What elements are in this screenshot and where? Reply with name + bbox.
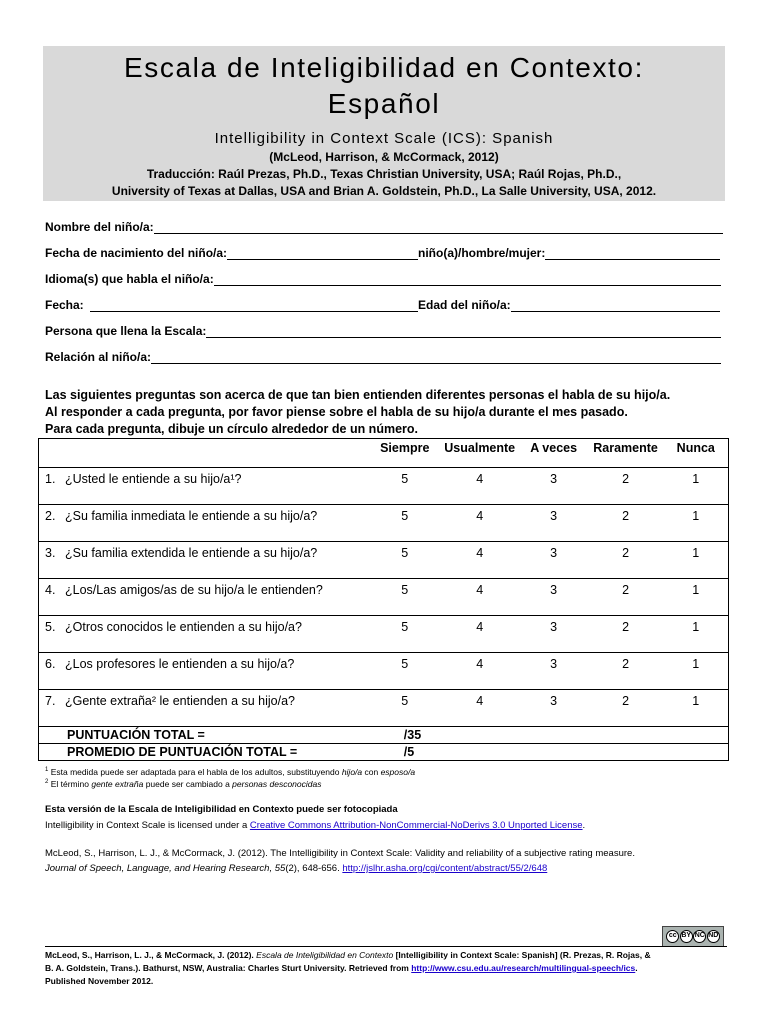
- languages-line[interactable]: [214, 274, 721, 286]
- instructions-line3: Para cada pregunta, dibuje un círculo alrededor de un número.: [45, 422, 418, 436]
- citation-line1-pre: McLeod, S., Harrison, L. J., & McCormack, J. (2012).: [45, 950, 257, 960]
- question-cell: [39, 505, 370, 542]
- rating-option[interactable]: 4: [440, 542, 520, 579]
- question-number: 6.: [45, 657, 56, 671]
- question-number: 1.: [45, 472, 56, 486]
- footnote-2-em2: personas desconocidas: [232, 779, 322, 789]
- table-row: [39, 616, 729, 653]
- filler-field[interactable]: [45, 324, 721, 338]
- rating-option[interactable]: 1: [664, 468, 729, 505]
- child-name-field[interactable]: [45, 220, 723, 234]
- gender-line[interactable]: [545, 248, 720, 260]
- cc-license-badge[interactable]: [662, 926, 724, 947]
- question-cell: [39, 653, 370, 690]
- rating-option[interactable]: 5: [370, 653, 440, 690]
- rating-option[interactable]: 2: [588, 653, 664, 690]
- age-label: Edad del niño/a:: [418, 298, 511, 312]
- rating-option[interactable]: 3: [520, 468, 588, 505]
- rating-option[interactable]: 2: [588, 579, 664, 616]
- age-field[interactable]: [418, 298, 720, 312]
- translation-line2: University of Texas at Dallas, USA and Brian A. Goldstein, Ph.D., La Salle University, USA, 2012.: [111, 184, 657, 198]
- rating-option[interactable]: 4: [440, 690, 520, 727]
- rating-option[interactable]: 1: [664, 579, 729, 616]
- rating-option[interactable]: 5: [370, 505, 440, 542]
- footnote-2-text: El término: [50, 779, 92, 789]
- reference-line1: McLeod, S., Harrison, L. J., & McCormack, J. (2012). The Intelligibility in Context Scale: Validity and reliability of a subjective rating measure.: [45, 848, 635, 859]
- rating-option[interactable]: 5: [370, 616, 440, 653]
- rating-option[interactable]: 5: [370, 542, 440, 579]
- total-score-row-label: PUNTUACIÓN TOTAL =: [39, 727, 370, 744]
- question-number: 5.: [45, 620, 56, 634]
- question-text: ¿Usted le entiende a su hijo/a¹?: [65, 472, 242, 486]
- rating-option[interactable]: 3: [520, 505, 588, 542]
- total-score-row-blank: [440, 727, 729, 744]
- rating-option[interactable]: 4: [440, 579, 520, 616]
- table-row: [39, 542, 729, 579]
- question-number: 7.: [45, 694, 56, 708]
- rating-option[interactable]: 4: [440, 653, 520, 690]
- rating-option[interactable]: 5: [370, 579, 440, 616]
- citation-divider: [45, 946, 727, 947]
- table-header-row: [39, 439, 729, 468]
- footnote-1-em2: esposo/a: [380, 767, 416, 777]
- question-cell: [39, 468, 370, 505]
- citation-line1-em: Escala de Inteligibilidad en Contexto: [256, 950, 394, 960]
- cc-icon: cc: [666, 930, 679, 943]
- rating-table: [38, 438, 729, 761]
- gender-field[interactable]: [418, 246, 720, 260]
- total-score-row: [39, 727, 729, 744]
- question-cell: [39, 542, 370, 579]
- average-score-row-label: PROMEDIO DE PUNTUACIÓN TOTAL =: [39, 744, 370, 761]
- license-link[interactable]: Creative Commons Attribution-NonCommercial-NoDerivs 3.0 Unported License: [249, 820, 583, 831]
- col-header-usualmente: Usualmente: [440, 439, 520, 468]
- footnote-1-mid: con: [362, 767, 381, 777]
- question-cell: [39, 579, 370, 616]
- rating-option[interactable]: 2: [588, 616, 664, 653]
- rating-option[interactable]: 5: [370, 690, 440, 727]
- col-header-a-veces: A veces: [520, 439, 588, 468]
- footnote-1-text: Esta medida puede ser adaptada para el habla de los adultos, substituyendo: [50, 767, 342, 777]
- languages-label: Idioma(s) que habla el niño/a:: [45, 272, 214, 286]
- question-text: ¿Su familia extendida le entiende a su hijo/a?: [65, 546, 318, 560]
- total-score-row-value[interactable]: /35: [370, 727, 440, 744]
- rating-option[interactable]: 4: [440, 616, 520, 653]
- license-pre: Intelligibility in Context Scale is licensed under a: [45, 820, 250, 831]
- reference-pages: (2), 648-656.: [285, 863, 343, 874]
- question-number: 2.: [45, 509, 56, 523]
- col-header-raramente: Raramente: [588, 439, 664, 468]
- instructions-line1: Las siguientes preguntas son acerca de que tan bien entienden diferentes personas el habla de su hijo/a.: [45, 388, 671, 402]
- citation-line2: [45, 963, 725, 973]
- subtitle: Intelligibility in Context Scale (ICS): Spanish: [214, 130, 554, 147]
- footnote-2: $^2$ El término gente extraña puede ser cambiado a personas desconocidas: [45, 779, 322, 789]
- question-cell: [39, 616, 370, 653]
- citation-link[interactable]: http://www.csu.edu.au/research/multilingual-speech/ics: [411, 963, 636, 973]
- relation-field[interactable]: [45, 350, 721, 364]
- table-row: [39, 468, 729, 505]
- col-header-nunca: Nunca: [664, 439, 729, 468]
- reference-line2: [45, 863, 547, 874]
- table-row: [39, 690, 729, 727]
- license-text: [45, 820, 585, 831]
- rating-option[interactable]: 2: [588, 505, 664, 542]
- title-line2: Español: [327, 88, 441, 119]
- question-text: ¿Gente extraña² le entienden a su hijo/a?: [65, 694, 296, 708]
- gender-label: niño(a)/hombre/mujer:: [418, 246, 546, 260]
- question-text: ¿Los/Las amigos/as de su hijo/a le entienden?: [65, 583, 323, 597]
- question-number: 3.: [45, 546, 56, 560]
- relation-label: Relación al niño/a:: [45, 350, 152, 364]
- footnote-1: $^1$ Esta medida puede ser adaptada para el habla de los adultos, substituyendo hijo/a con esposo/a: [45, 767, 416, 777]
- average-score-row: [39, 744, 729, 761]
- birth-date-line[interactable]: [227, 248, 418, 260]
- rating-option[interactable]: 5: [370, 468, 440, 505]
- birth-date-field[interactable]: [45, 246, 418, 260]
- rating-option[interactable]: 4: [440, 468, 520, 505]
- table-row: [39, 505, 729, 542]
- question-text: ¿Su familia inmediata le entiende a su hijo/a?: [65, 509, 318, 523]
- question-text: ¿Otros conocidos le entienden a su hijo/a?: [65, 620, 302, 634]
- average-score-row-value[interactable]: /5: [370, 744, 440, 761]
- table-row: [39, 653, 729, 690]
- table-row: [39, 579, 729, 616]
- rating-option[interactable]: 3: [520, 579, 588, 616]
- question-cell: [39, 690, 370, 727]
- footnote-1-em: hijo/a: [341, 767, 363, 777]
- by-icon: BY: [680, 930, 693, 943]
- rating-option[interactable]: 2: [588, 690, 664, 727]
- nd-icon: ND: [707, 930, 720, 943]
- question-number: 4.: [45, 583, 56, 597]
- question-text: ¿Los profesores le entienden a su hijo/a?: [65, 657, 295, 671]
- nc-icon: NC: [693, 930, 706, 943]
- average-score-row-blank: [440, 744, 729, 761]
- date-line[interactable]: [90, 300, 418, 312]
- col-header-siempre: Siempre: [370, 439, 440, 468]
- rating-option[interactable]: 2: [588, 468, 664, 505]
- rating-option[interactable]: 2: [588, 542, 664, 579]
- translation-line1: Traducción: Raúl Prezas, Ph.D., Texas Christian University, USA; Raúl Rojas, Ph.D.,: [146, 167, 622, 181]
- rating-option[interactable]: 3: [520, 542, 588, 579]
- rating-option[interactable]: 3: [520, 653, 588, 690]
- reference-journal: Journal of Speech, Language, and Hearing Research, 55: [45, 863, 286, 874]
- license-post: .: [582, 820, 586, 831]
- date-field[interactable]: [45, 298, 418, 312]
- citation-line2-pre: B. A. Goldstein, Trans.). Bathurst, NSW, Australia: Charles Sturt University. Retrieved from: [45, 963, 412, 973]
- age-line[interactable]: [511, 300, 720, 312]
- rating-option[interactable]: 4: [440, 505, 520, 542]
- title-line1: Escala de Inteligibilidad en Contexto:: [124, 52, 644, 83]
- rating-option[interactable]: 1: [664, 690, 729, 727]
- filler-label: Persona que llena la Escala:: [45, 324, 207, 338]
- birth-date-label: Fecha de nacimiento del niño/a:: [45, 246, 228, 260]
- authors: (McLeod, Harrison, & McCormack, 2012): [269, 150, 499, 164]
- citation-line1-post: [Intelligibility in Context Scale: Spanish] (R. Prezas, R. Rojas, &: [393, 950, 651, 960]
- filler-line[interactable]: [206, 326, 721, 338]
- languages-field[interactable]: [45, 272, 721, 286]
- reference-link[interactable]: http://jslhr.asha.org/cgi/content/abstract/55/2/648: [342, 863, 548, 874]
- citation-line1: [45, 950, 725, 960]
- rating-option[interactable]: 1: [664, 653, 729, 690]
- child-name-line[interactable]: [154, 222, 723, 234]
- instructions-line2: Al responder a cada pregunta, por favor piense sobre el habla de su hijo/a durante el mes pasado.: [45, 405, 628, 419]
- footnote-2-em: gente extraña: [91, 779, 144, 789]
- footnote-2-mid: puede ser cambiado a: [143, 779, 233, 789]
- rating-option[interactable]: 1: [664, 616, 729, 653]
- rating-option[interactable]: 1: [664, 505, 729, 542]
- header-blank-cell: [39, 439, 370, 468]
- citation-line3: Published November 2012.: [45, 976, 154, 986]
- rating-option[interactable]: 1: [664, 542, 729, 579]
- header-banner: [43, 46, 725, 201]
- relation-line[interactable]: [151, 352, 721, 364]
- copy-note: Esta versión de la Escala de Inteligibilidad en Contexto puede ser fotocopiada: [45, 804, 398, 815]
- date-label: Fecha:: [45, 298, 84, 312]
- rating-option[interactable]: 3: [520, 690, 588, 727]
- child-name-label: Nombre del niño/a:: [45, 220, 154, 234]
- citation-line2-post: .: [635, 963, 638, 973]
- rating-option[interactable]: 3: [520, 616, 588, 653]
